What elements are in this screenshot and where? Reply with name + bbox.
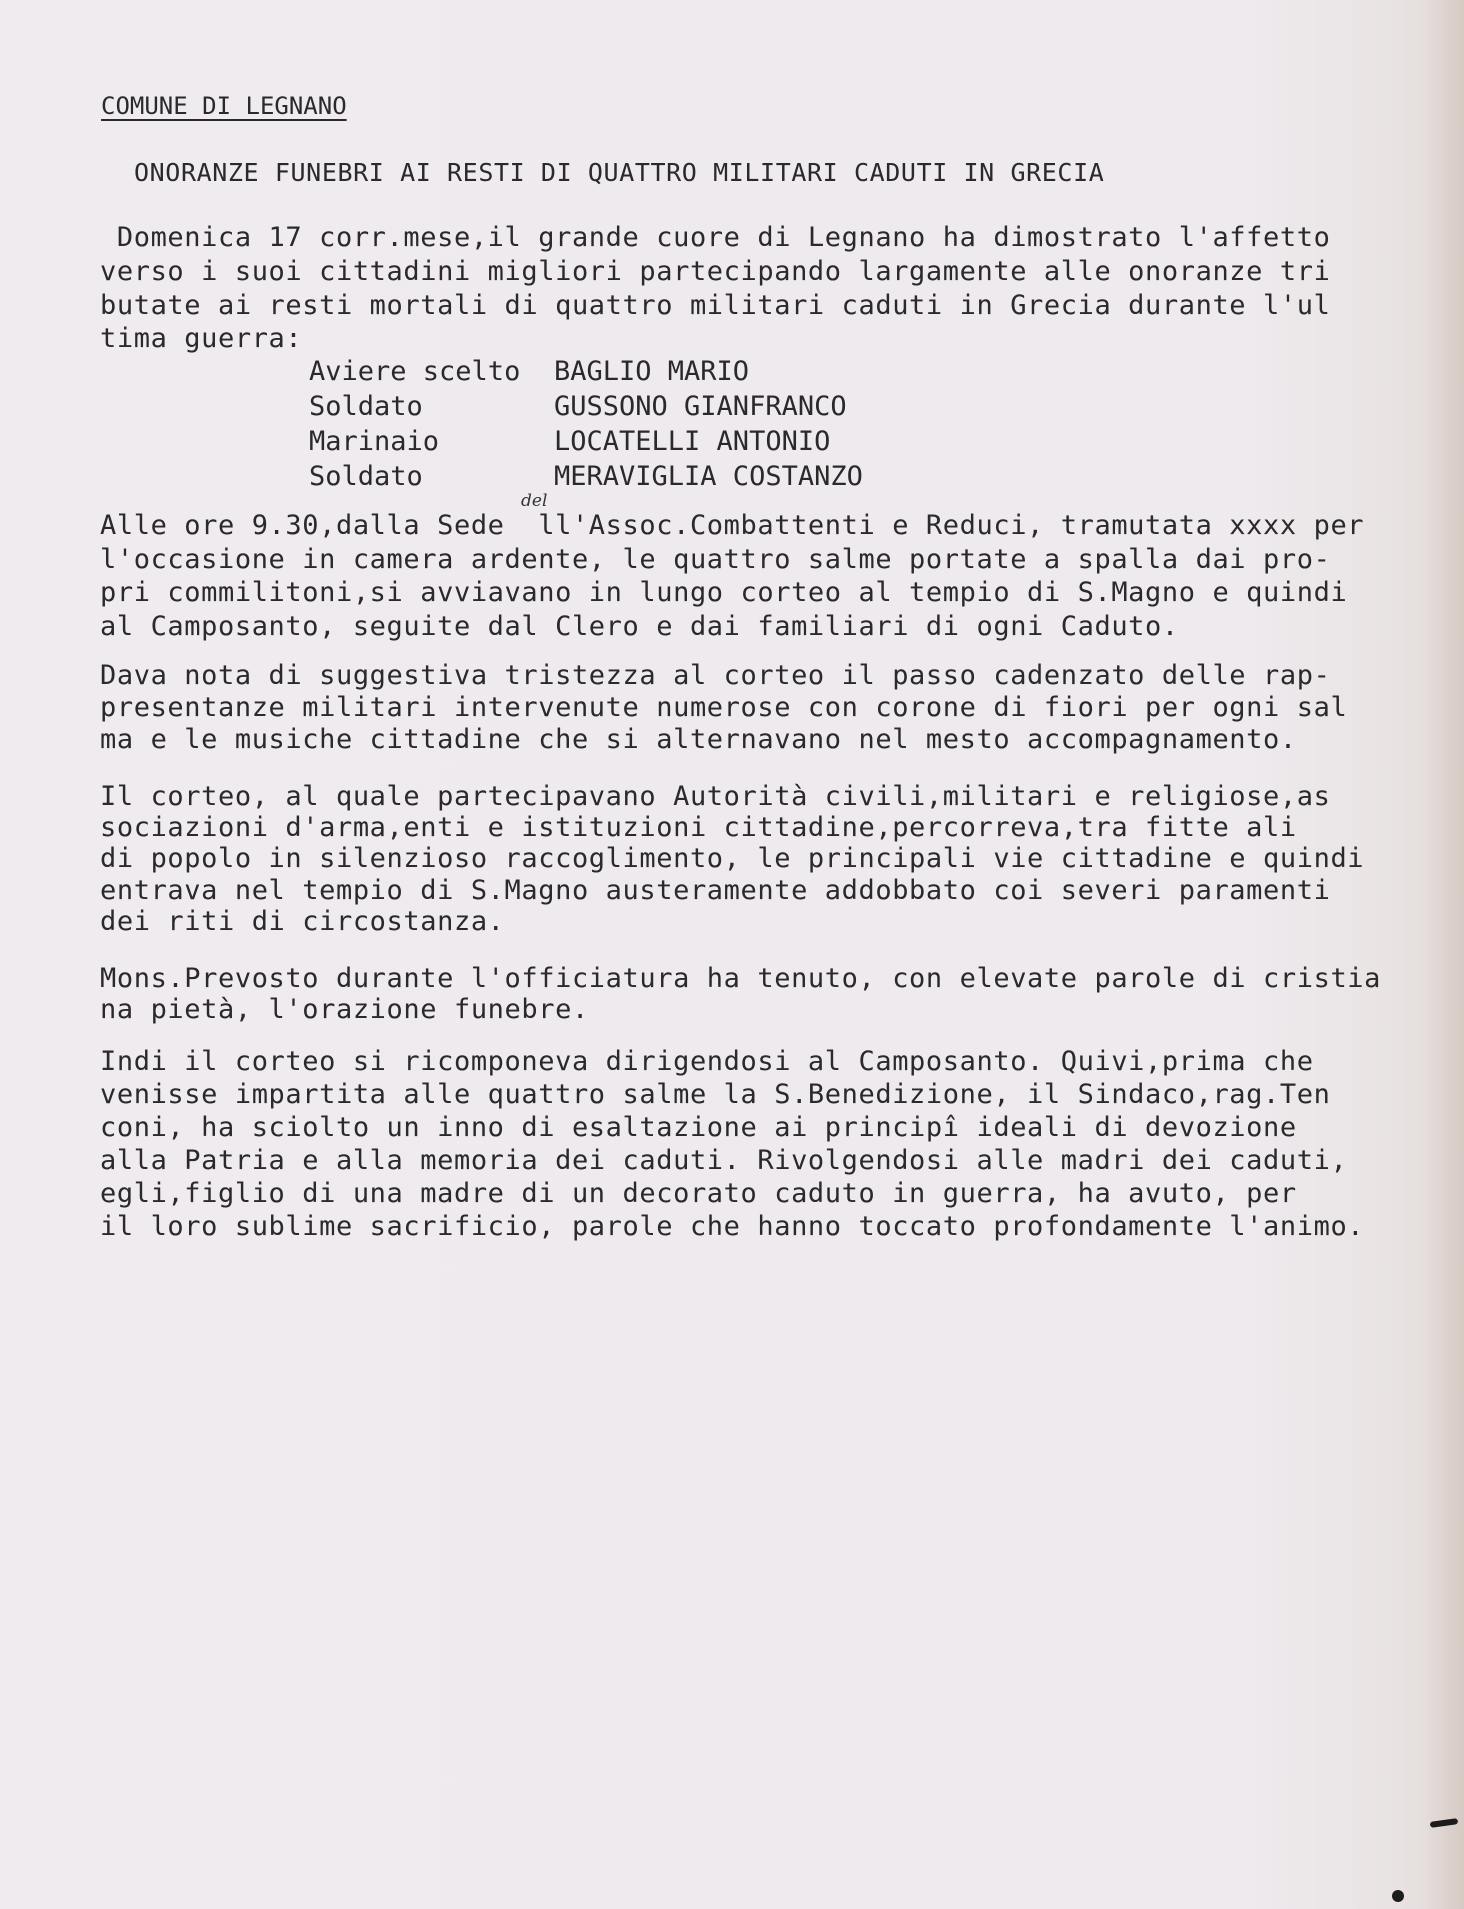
paragraph-line: Mons.Prevosto durante l'officiatura ha tenuto, con elevate parole di cristia: [100, 963, 1382, 994]
paragraph-line: coni, ha sciolto un inno di esaltazione ai principî ideali di devozione: [100, 1112, 1297, 1143]
paragraph-line: dei riti di circostanza.: [100, 906, 505, 937]
paragraph-line: egli,figlio di una madre di un decorato caduto in guerra, ha avuto, per: [100, 1178, 1297, 1209]
paragraph-line: alla Patria e alla memoria dei caduti. Rivolgendosi alle madri dei caduti,: [100, 1145, 1348, 1176]
paragraph-line: venisse impartita alle quattro salme la S.Benedizione, il Sindaco,rag.Ten: [100, 1079, 1331, 1110]
ink-smudge: [1392, 1890, 1404, 1902]
intro-line: tima guerra:: [100, 323, 303, 354]
handwritten-correction: del: [521, 491, 548, 511]
paragraph-line: na pietà, l'orazione funebre.: [100, 994, 589, 1025]
paragraph-line: l'occasione in camera ardente, le quattro salme portate a spalla dai pro-: [100, 544, 1331, 575]
paragraph-line: Dava nota di suggestiva tristezza al corteo il passo cadenzato delle rap-: [100, 660, 1331, 691]
paragraph-line: entrava nel tempio di S.Magno austeramente addobbato coi severi paramenti: [100, 875, 1331, 906]
intro-line: verso i suoi cittadini migliori partecipando largamente alle onoranze tri: [100, 256, 1331, 287]
soldier-rank: Soldato: [309, 461, 423, 492]
soldier-name: LOCATELLI ANTONIO: [554, 426, 831, 457]
page-header: COMUNE DI LEGNANO: [101, 92, 347, 120]
paragraph-line: il loro sublime sacrificio, parole che hanno toccato profondamente l'animo.: [100, 1211, 1365, 1242]
soldier-name: MERAVIGLIA COSTANZO: [554, 461, 863, 492]
fallen-soldiers-list: [309, 354, 863, 494]
list-item: [309, 459, 863, 494]
list-item: [309, 424, 863, 459]
list-item: [309, 354, 863, 389]
soldier-name: GUSSONO GIANFRANCO: [554, 391, 847, 422]
paragraph-line: ma e le musiche cittadine che si alternavano nel mesto accompagnamento.: [100, 724, 1297, 755]
soldier-rank: Aviere scelto: [309, 356, 521, 387]
intro-line: butate ai resti mortali di quattro militari caduti in Grecia durante l'ul: [100, 290, 1331, 321]
paragraph-line: di popolo in silenzioso raccoglimento, le principali vie cittadine e quindi: [100, 843, 1365, 874]
soldier-rank: Soldato: [309, 391, 423, 422]
paragraph-line: Indi il corteo si ricomponeva dirigendosi al Camposanto. Quivi,prima che: [100, 1046, 1314, 1077]
paragraph-line: sociazioni d'arma,enti e istituzioni cittadine,percorreva,tra fitte ali: [100, 812, 1297, 843]
soldier-rank: Marinaio: [309, 426, 440, 457]
paper-edge-shadow: [1424, 0, 1464, 1909]
paragraph-line: Alle ore 9.30,dalla Sede ll'Assoc.Combattenti e Reduci, tramutata xxxx per: [100, 510, 1365, 541]
paragraph-line: Il corteo, al quale partecipavano Autorità civili,militari e religiose,as: [100, 781, 1331, 812]
paragraph-line: presentanze militari intervenute numerose con corone di fiori per ogni sal: [100, 692, 1348, 723]
intro-line: Domenica 17 corr.mese,il grande cuore di Legnano ha dimostrato l'affetto: [100, 222, 1331, 253]
soldier-name: BAGLIO MARIO: [554, 356, 750, 387]
document-subtitle: ONORANZE FUNEBRI AI RESTI DI QUATTRO MILITARI CADUTI IN GRECIA: [134, 158, 1105, 187]
paragraph-line: al Camposanto, seguite dal Clero e dai familiari di ogni Caduto.: [100, 611, 1179, 642]
list-item: [309, 389, 863, 424]
paragraph-line: pri commilitoni,si avviavano in lungo corteo al tempio di S.Magno e quindi: [100, 577, 1348, 608]
